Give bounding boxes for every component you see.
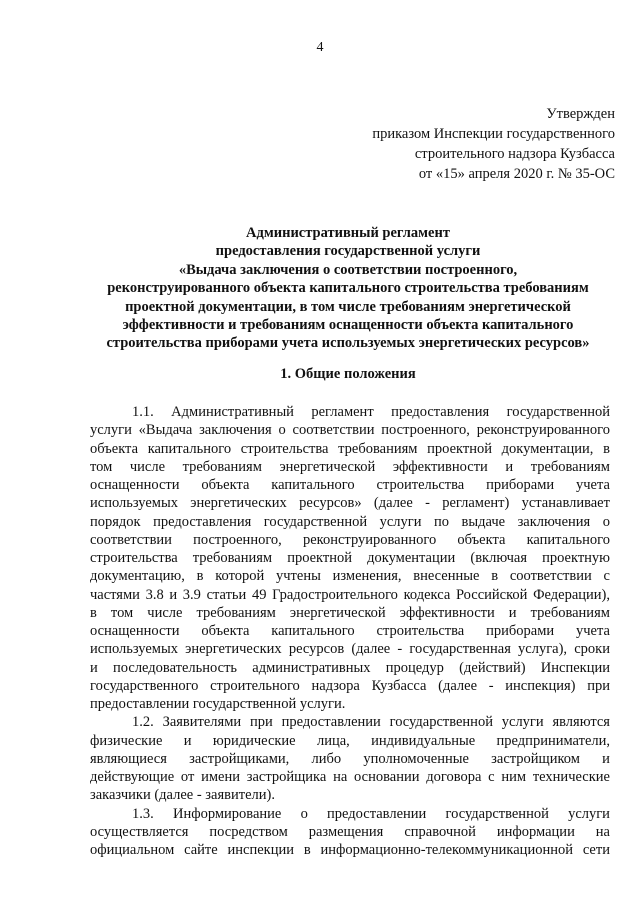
word: частями — [90, 586, 140, 603]
document-title — [88, 224, 608, 353]
approval-block — [330, 104, 615, 184]
word: соответствии — [292, 422, 375, 439]
word: технические — [532, 769, 610, 785]
title-line: «Выдача заключения о соответствии построенного, — [178, 261, 518, 278]
word: эффективности — [399, 604, 495, 621]
title-line: реконструированного объекта капитального строительства требованиям — [107, 280, 589, 297]
word: строительства — [376, 623, 465, 639]
word: учета — [576, 477, 610, 493]
body-line — [90, 440, 610, 458]
word: лица, — [316, 732, 350, 749]
word: 1.2. — [132, 714, 154, 731]
word: том — [110, 604, 134, 621]
word: справочной — [404, 823, 476, 840]
word: (включая — [470, 550, 527, 566]
word: строительства — [240, 440, 329, 457]
word: (действий) — [459, 659, 526, 676]
word: объекта — [457, 531, 506, 548]
word: требованиям — [196, 604, 276, 621]
word: учета — [576, 623, 610, 639]
word: юридические — [212, 732, 296, 749]
body-line — [90, 513, 610, 531]
word: требованиям — [530, 458, 610, 475]
word: которой — [215, 568, 265, 585]
word: и — [90, 659, 98, 676]
word: внесенные — [413, 568, 480, 585]
word: требованиям — [338, 440, 418, 457]
word: - — [425, 495, 430, 512]
word: Федерации), — [533, 586, 610, 603]
word: государственной — [445, 805, 549, 822]
word: государственной — [389, 714, 493, 731]
body-line — [90, 841, 610, 859]
word: застройщиком — [491, 750, 580, 767]
word: застройщика — [246, 769, 327, 785]
word: индивидуальные — [371, 732, 476, 749]
word: регламент — [311, 404, 374, 420]
word: договора — [426, 769, 482, 785]
word: государственной — [506, 404, 610, 420]
word: предоставлении — [281, 714, 381, 731]
word: физические — [90, 732, 163, 749]
word: устанавливает — [521, 495, 610, 512]
approval-line: строительного надзора Кузбасса — [414, 146, 615, 162]
word: «Выдача — [138, 422, 193, 439]
body-line — [90, 586, 610, 604]
body-line — [90, 531, 610, 549]
body-line — [90, 567, 610, 585]
word: и — [602, 750, 610, 767]
word: Градостроительного — [272, 586, 398, 603]
word: объекта — [90, 440, 139, 457]
word: ресурсов» — [299, 495, 362, 512]
body-line — [90, 421, 610, 439]
word: и — [508, 604, 517, 621]
word: построенного, — [381, 422, 470, 439]
word: регламент) — [442, 495, 510, 512]
word: соответствии — [509, 568, 592, 585]
word: и — [505, 458, 514, 475]
word: том — [90, 458, 113, 475]
word: (далее — [373, 495, 413, 512]
word: кодекса — [403, 586, 451, 603]
word: документацию, — [90, 568, 185, 585]
word: в — [303, 842, 311, 858]
word: требованиям — [530, 604, 610, 621]
word: капитального — [271, 623, 355, 639]
body-line — [90, 732, 610, 750]
word: в — [491, 568, 499, 585]
body-line — [90, 677, 610, 695]
word: государственная — [409, 641, 511, 658]
body-line: предоставлении государственной услуги. — [90, 696, 346, 712]
page-number: 4 — [316, 40, 324, 55]
word: предоставления — [391, 404, 490, 420]
word: строительства — [376, 477, 465, 493]
word: документации, — [501, 440, 594, 457]
word: последовательность — [113, 659, 238, 676]
body-line — [90, 823, 610, 841]
approval-line: приказом Инспекции государственного — [372, 126, 615, 142]
word: Кузбасса — [371, 677, 427, 694]
word: 49 — [251, 586, 267, 603]
word: энергетической — [289, 604, 386, 621]
word: изменения, — [332, 568, 402, 585]
word: проектной — [427, 440, 492, 457]
body-line — [90, 659, 610, 677]
title-line: предоставления государственной услуги — [215, 243, 481, 260]
word: информации — [496, 823, 575, 840]
word: объекта — [201, 477, 250, 493]
word: числе — [129, 458, 166, 475]
word: о — [602, 513, 610, 530]
word: приборами — [486, 477, 555, 493]
word: проектную — [542, 550, 610, 566]
title-line: эффективности и требованиям оснащенности объекта капитального — [122, 317, 574, 334]
word: статьи — [206, 586, 247, 603]
word: Российской — [455, 586, 528, 603]
body-line — [90, 768, 610, 786]
word: порядок — [90, 513, 141, 530]
word: реконструированного — [302, 531, 437, 548]
body-line — [90, 476, 610, 494]
word: действующие — [90, 769, 175, 785]
word: услуги — [501, 714, 544, 731]
word: посредством — [209, 823, 288, 840]
word: сети — [582, 842, 610, 858]
word: на — [333, 769, 348, 785]
word: инспекция) — [505, 677, 576, 694]
word: либо — [311, 750, 342, 767]
word: реконструированного — [476, 422, 610, 439]
word: услуга), — [518, 641, 568, 658]
word: уполномоченные — [363, 750, 469, 767]
body-line — [90, 403, 610, 421]
body-line — [90, 549, 610, 567]
word: используемых — [90, 641, 178, 658]
word: о — [278, 422, 286, 439]
word: - — [488, 677, 494, 694]
body-line — [90, 805, 610, 823]
approval-line: Утвержден — [546, 106, 615, 122]
word: выдаче — [461, 513, 506, 530]
word: капитального — [147, 440, 232, 457]
word: заключения — [517, 513, 591, 530]
word: построенного, — [193, 531, 282, 548]
word: 1.1. — [132, 404, 154, 420]
word: требованиям — [182, 458, 262, 475]
word: Административный — [171, 404, 294, 420]
word: 1.3. — [132, 805, 154, 822]
word: в — [603, 440, 610, 457]
body-line — [90, 750, 610, 768]
word: заключения — [199, 422, 272, 439]
section-heading: 1. Общие положения — [280, 366, 416, 382]
word: ним — [501, 769, 527, 785]
word: от — [180, 769, 195, 785]
word: и — [169, 586, 178, 603]
word: используемых — [90, 495, 178, 512]
word: эффективности — [392, 458, 488, 475]
body-line — [90, 458, 610, 476]
title-line: строительства приборами учета используемых энергетических ресурсов» — [106, 335, 590, 352]
word: размещения — [308, 823, 384, 840]
word: в — [196, 568, 204, 585]
word: информационно-телекоммуникационной — [320, 842, 573, 858]
word: проектной — [287, 550, 353, 566]
word: при — [249, 714, 273, 731]
word: услуги — [568, 805, 610, 822]
word: государственного — [90, 677, 199, 694]
word: ресурсов — [288, 641, 345, 658]
word: сроки — [574, 641, 610, 658]
word: оснащенности — [90, 623, 180, 639]
word: услуги — [90, 422, 132, 439]
word: инспекции — [227, 842, 294, 858]
word: Инспекции — [540, 659, 610, 676]
body-line: заказчики (далее - заявители). — [90, 787, 275, 804]
word: с — [488, 769, 495, 785]
word: капитального — [526, 531, 610, 548]
word: - — [397, 641, 403, 658]
word: документации — [367, 550, 456, 566]
word: осуществляется — [90, 823, 189, 840]
word: капитального — [271, 477, 355, 493]
body-line — [90, 494, 610, 512]
body-text — [90, 403, 610, 859]
word: сайте — [184, 842, 218, 858]
word: государственной — [263, 513, 368, 530]
word: процедур — [385, 659, 444, 676]
word: оснащенности — [90, 477, 180, 493]
body-line — [90, 713, 610, 731]
word: предоставлении — [327, 805, 427, 822]
word: и — [183, 732, 192, 749]
body-line — [90, 640, 610, 658]
word: числе — [147, 604, 183, 621]
word: строительства — [90, 550, 178, 566]
word: являются — [552, 714, 610, 731]
word: на — [595, 823, 610, 840]
word: (далее — [351, 641, 391, 658]
word: энергетических — [190, 495, 287, 512]
title-line: Административный регламент — [246, 225, 450, 241]
word: при — [587, 677, 610, 694]
word: учтены — [276, 568, 321, 585]
word: приборами — [486, 623, 555, 639]
word: предоставления — [153, 513, 252, 530]
word: 3.8 — [145, 586, 164, 603]
word: 3.9 — [182, 586, 201, 603]
word: предприниматели, — [496, 732, 610, 749]
word: надзора — [311, 677, 360, 694]
word: имени — [201, 769, 240, 785]
word: энергетических — [185, 641, 282, 658]
word: административных — [252, 659, 371, 676]
word: официальном — [90, 842, 175, 858]
word: строительного — [210, 677, 300, 694]
word: Заявителями — [162, 714, 242, 731]
approval-line: от «15» апреля 2020 г. № 35-ОС — [418, 166, 615, 182]
word: по — [434, 513, 450, 530]
body-line — [90, 604, 610, 622]
word: требованиям — [192, 550, 273, 566]
body-line — [90, 622, 610, 640]
word: (далее — [438, 677, 478, 694]
word: энергетической — [279, 458, 376, 475]
word: Информирование — [172, 805, 282, 822]
word: основании — [354, 769, 420, 785]
word: услуги — [379, 513, 422, 530]
word: застройщиками, — [189, 750, 290, 767]
word: с — [603, 568, 610, 585]
title-line: проектной документации, в том числе требованиям энергетической — [125, 298, 571, 315]
word: соответствии — [90, 531, 172, 548]
word: являющиеся — [90, 750, 167, 767]
word: в — [90, 604, 97, 621]
word: о — [300, 805, 308, 822]
word: объекта — [201, 623, 250, 639]
